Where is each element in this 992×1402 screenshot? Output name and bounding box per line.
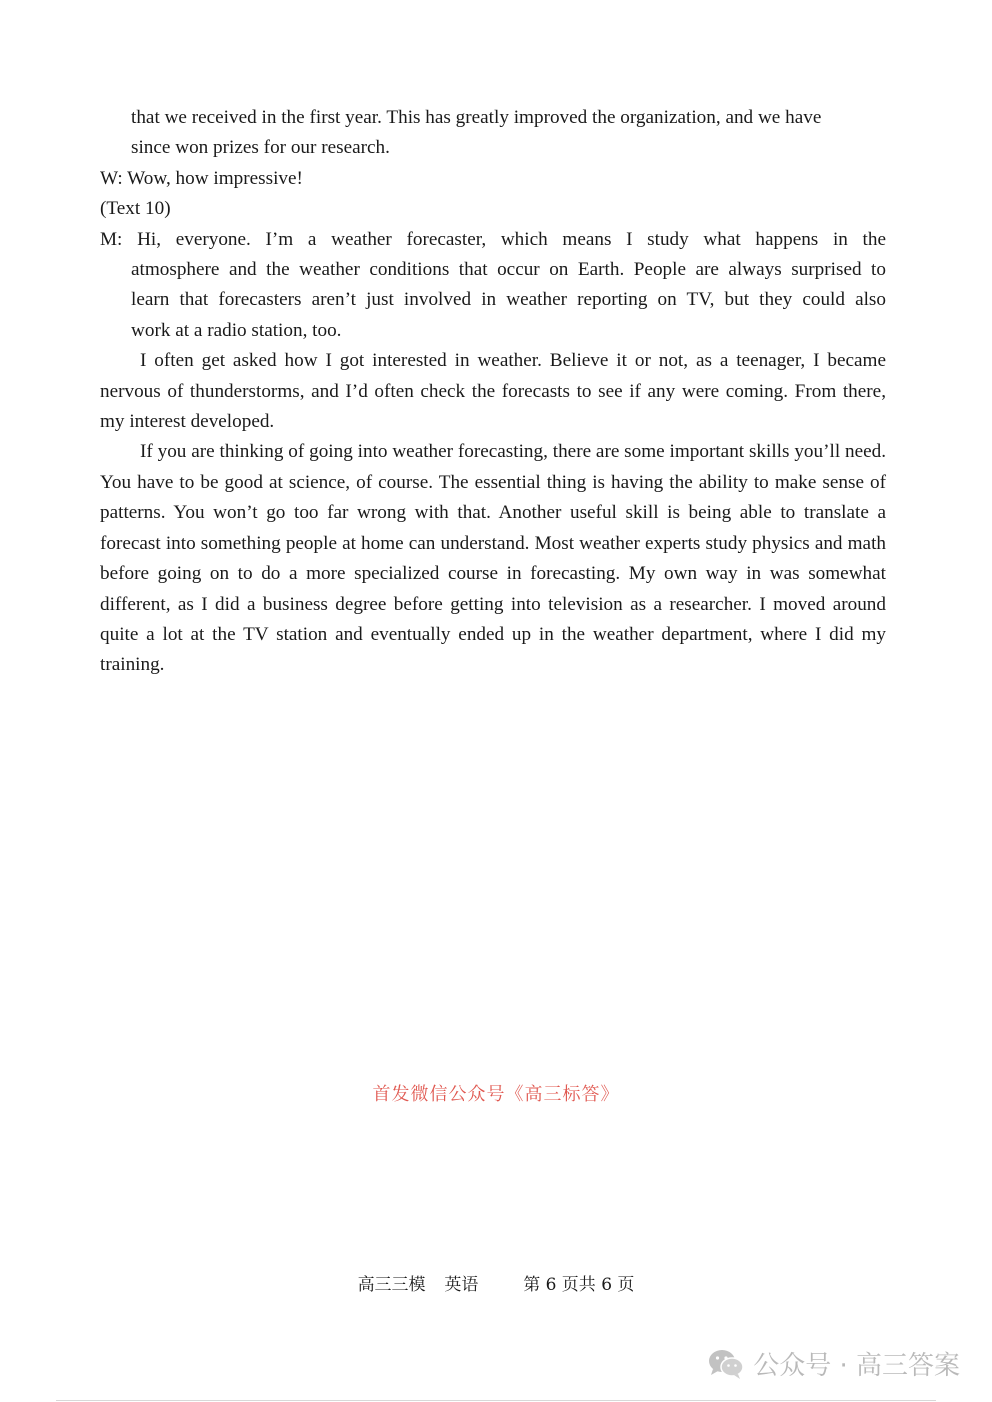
dialogue-line-woman: W: Wow, how impressive! [100,167,303,189]
footer-page-info: 第 6 页共 6 页 [523,1275,635,1295]
dialogue-line-man: M: Hi, everyone. I’m a weather forecaster, which means I study what happens in the [100,228,886,250]
text-label: (Text 10) [100,198,171,220]
paragraph-interest: I often get asked how I got interested in weather. Believe it or not, as a teenager, I became nervous of thunderstorms, and I’d often check the forecasts to see if any were coming. From there, my interest developed. [100,350,886,433]
dialogue-line: since won prizes for our research. [131,137,390,159]
page-content [100,103,886,681]
account-name: 公众号 · 高三答案 [753,1351,960,1381]
dialogue-line: learn that forecasters aren’t just involved in weather reporting on TV, but they could also [131,289,886,311]
footer-exam: 高三三模 [357,1275,426,1295]
page-footer [0,1270,992,1295]
bottom-divider [56,1400,936,1401]
red-watermark: 首发微信公众号《高三标答》 [372,1084,620,1105]
dialogue-line: that we received in the first year. This has greatly improved the organization, and we have [131,107,822,128]
wechat-icon [707,1348,745,1380]
dialogue-line: atmosphere and the weather conditions that occur on Earth. People are always surprised to [131,259,886,281]
dialogue-line: work at a radio station, too. [131,319,342,341]
footer-subject: 英语 [444,1275,479,1295]
paragraph-skills: If you are thinking of going into weather forecasting, there are some important skills you’ll need. You have to be good at science, of course. The essential thing is having the ability to make sense of patterns. You won’t go too far wrong with that. Another useful skill is being able to translate a forecast into something people at home can understand. Most weather experts study physics and math before going on to do a more specialized course in forecasting. My own way in was somewhat different, as I did a business degree before getting into television as a researcher. I moved around quite a lot at the TV station and eventually ended up in the weather department, where I did my training. [100,441,886,676]
account-watermark [707,1345,960,1382]
